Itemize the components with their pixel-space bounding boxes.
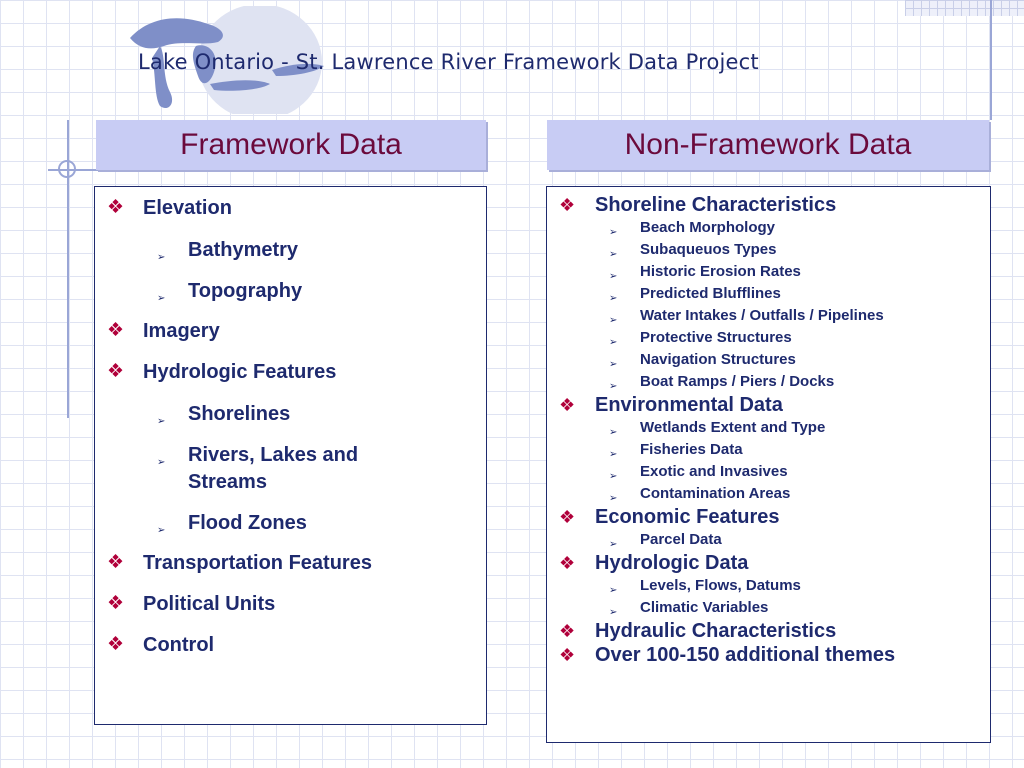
chevron-right-icon: ➢ xyxy=(157,293,166,304)
list-subitem: ➢ Beach Morphology xyxy=(640,217,990,239)
diamond-quad-bullet-icon: ❖ xyxy=(559,195,576,215)
chevron-right-icon: ➢ xyxy=(157,416,166,427)
list-item: ❖ Economic Features xyxy=(559,506,780,528)
list-subitem: ➢ Parcel Data xyxy=(640,529,990,551)
list-subitem: ➢ Topography xyxy=(188,278,428,305)
framework-data-panel xyxy=(94,186,487,725)
chevron-right-icon: ➢ xyxy=(609,293,618,304)
list-subitem: ➢ Boat Ramps / Piers / Docks xyxy=(640,371,990,393)
chevron-right-icon: ➢ xyxy=(609,449,618,460)
chevron-right-icon: ➢ xyxy=(609,427,618,438)
diamond-quad-bullet-icon: ❖ xyxy=(559,553,576,573)
chevron-right-icon: ➢ xyxy=(609,539,618,550)
presentation-title: Lake Ontario - St. Lawrence River Framework Data Project xyxy=(138,50,759,74)
diamond-quad-bullet-icon: ❖ xyxy=(559,507,576,527)
chevron-right-icon: ➢ xyxy=(609,315,618,326)
list-subitem: ➢ Fisheries Data xyxy=(640,439,990,461)
crosshair-decoration xyxy=(58,160,76,178)
list-subitem: ➢ Exotic and Invasives xyxy=(640,461,990,483)
decorative-rule-vertical-right xyxy=(990,0,992,120)
list-subitem: ➢ Subaqueuos Types xyxy=(640,239,990,261)
list-item: ❖ Hydraulic Characteristics xyxy=(559,620,837,642)
chevron-right-icon: ➢ xyxy=(609,381,618,392)
diamond-quad-bullet-icon: ❖ xyxy=(107,320,125,341)
list-item: ❖ Shoreline Characteristics xyxy=(559,194,837,216)
list-item: ❖ Hydrologic Data xyxy=(559,552,749,574)
list-subitem: ➢ Climatic Variables xyxy=(640,597,990,619)
chevron-right-icon: ➢ xyxy=(157,457,166,468)
list-item: ❖ Transportation Features xyxy=(107,552,372,574)
diamond-quad-bullet-icon: ❖ xyxy=(559,395,576,415)
list-subitem: ➢ Contamination Areas xyxy=(640,483,990,505)
chevron-right-icon: ➢ xyxy=(609,585,618,596)
list-subitem: ➢ Rivers, Lakes and Streams xyxy=(157,444,359,493)
chevron-right-icon: ➢ xyxy=(609,271,618,282)
framework-data-heading: Framework Data xyxy=(96,120,486,170)
list-subitem: ➢ Levels, Flows, Datums xyxy=(640,575,990,597)
list-subitem: ➢ Predicted Blufflines xyxy=(640,283,990,305)
diamond-quad-bullet-icon: ❖ xyxy=(559,645,576,665)
diamond-quad-bullet-icon: ❖ xyxy=(107,197,125,218)
chevron-right-icon: ➢ xyxy=(609,493,618,504)
list-item: ❖ Elevation xyxy=(107,197,232,219)
diamond-quad-bullet-icon: ❖ xyxy=(559,621,576,641)
list-item: ❖ Imagery xyxy=(107,320,220,342)
list-subitem: ➢ Historic Erosion Rates xyxy=(640,261,990,283)
diamond-quad-bullet-icon: ❖ xyxy=(107,593,125,614)
chevron-right-icon: ➢ xyxy=(609,607,618,618)
diamond-quad-bullet-icon: ❖ xyxy=(107,552,125,573)
corner-grid-decoration xyxy=(905,0,1024,16)
chevron-right-icon: ➢ xyxy=(609,249,618,260)
chevron-right-icon: ➢ xyxy=(609,359,618,370)
chevron-right-icon: ➢ xyxy=(609,227,618,238)
non-framework-data-panel xyxy=(546,186,991,743)
list-item: ❖ Environmental Data xyxy=(559,394,783,416)
diamond-quad-bullet-icon: ❖ xyxy=(107,634,125,655)
list-subitem: ➢ Protective Structures xyxy=(640,327,990,349)
framework-data-list xyxy=(95,187,486,657)
list-item: ❖ Over 100-150 additional themes xyxy=(559,644,896,666)
list-subitem: ➢ Wetlands Extent and Type xyxy=(640,417,990,439)
chevron-right-icon: ➢ xyxy=(609,471,618,482)
list-subitem: ➢ Shorelines xyxy=(188,401,428,428)
non-framework-data-heading: Non-Framework Data xyxy=(547,120,989,170)
chevron-right-icon: ➢ xyxy=(609,337,618,348)
list-subitem: ➢ Flood Zones xyxy=(188,510,428,537)
list-subitem: ➢ Water Intakes / Outfalls / Pipelines xyxy=(640,305,990,327)
list-subitem: ➢ Navigation Structures xyxy=(640,349,990,371)
list-subitem: ➢ Bathymetry xyxy=(188,237,428,264)
chevron-right-icon: ➢ xyxy=(157,525,166,536)
non-framework-data-list xyxy=(547,187,990,667)
list-item: ❖ Hydrologic Features xyxy=(107,361,337,383)
chevron-right-icon: ➢ xyxy=(157,252,166,263)
diamond-quad-bullet-icon: ❖ xyxy=(107,361,125,382)
list-item: ❖ Control xyxy=(107,634,215,656)
list-item: ❖ Political Units xyxy=(107,593,276,615)
